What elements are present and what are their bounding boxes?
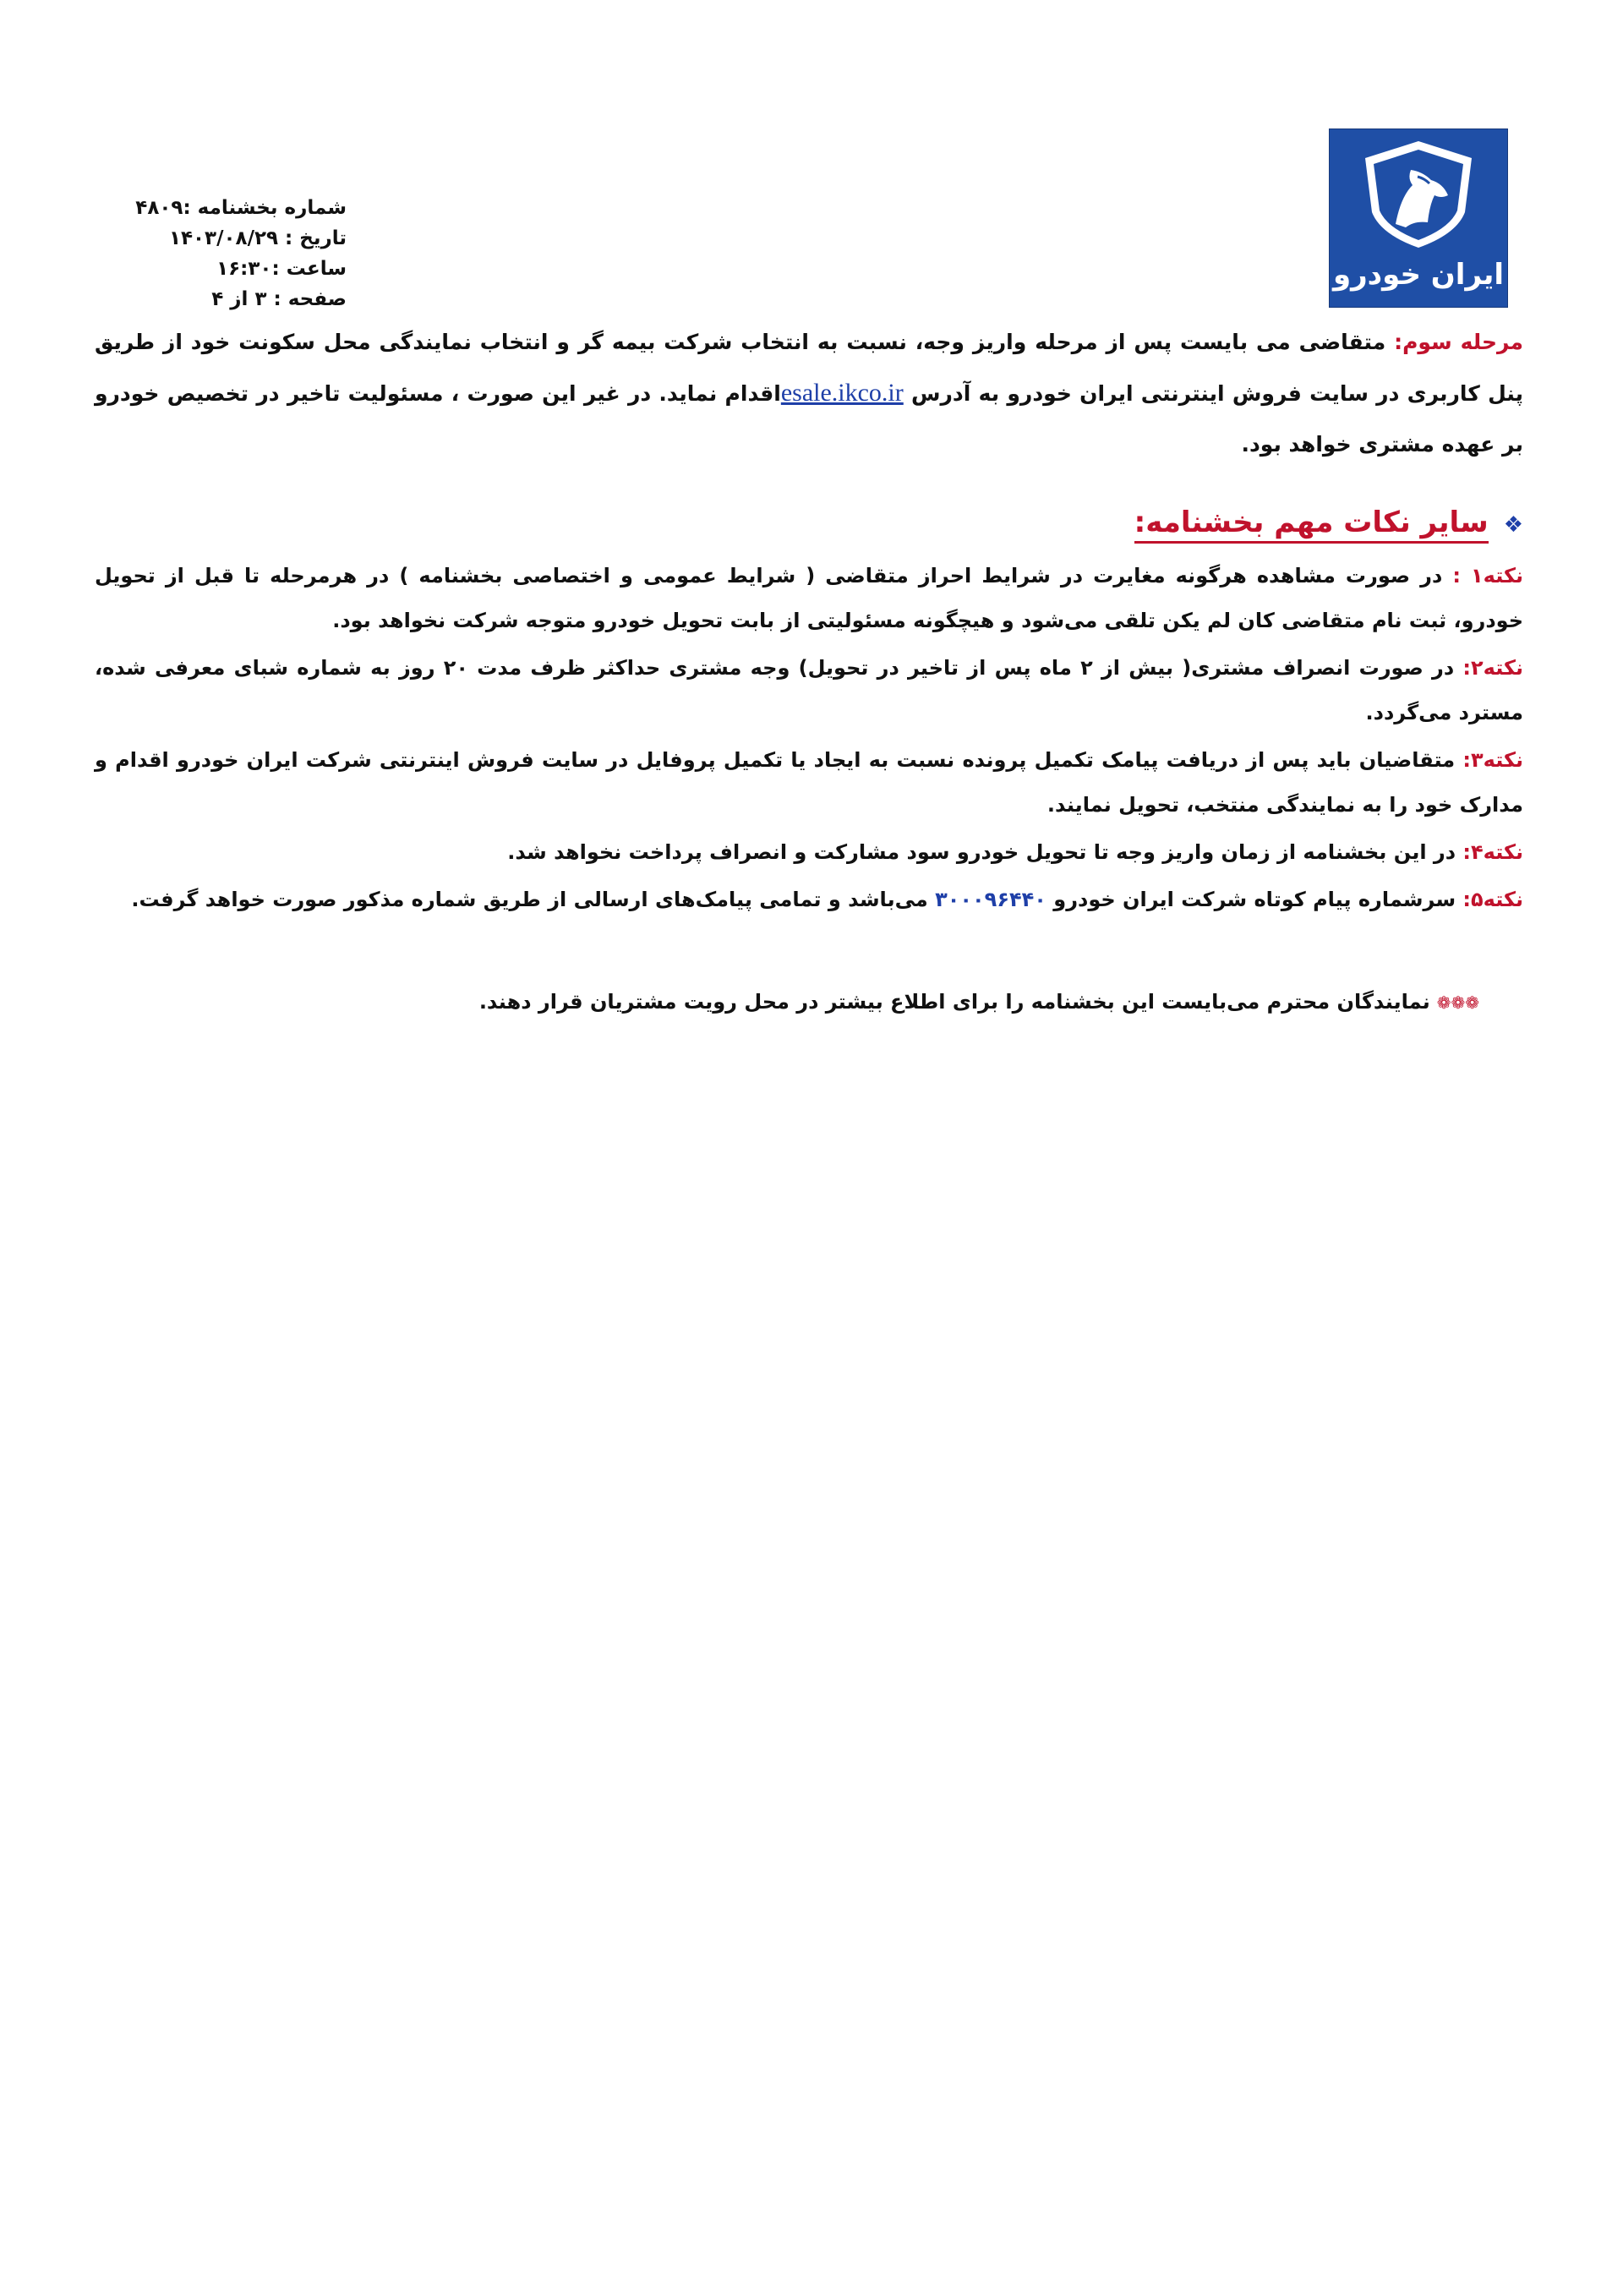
notes-list <box>95 554 1523 925</box>
note-label: نکته۵: <box>1462 888 1523 911</box>
circular-time: ساعت :۱۶:۳۰ <box>216 258 347 280</box>
note-label: نکته۴: <box>1462 840 1523 864</box>
company-logo <box>1329 128 1508 308</box>
note-text: متقاضیان باید پس از دریافت پیامک تکمیل پرونده نسبت به ایجاد یا تکمیل پروفایل در سایت فروش اینترنتی شرکت ایران خودرو اقدام و مدارک خود را به نمایندگی منتخب، تحویل نمایند. <box>95 748 1523 817</box>
page-number: صفحه : ۳ از ۴ <box>211 288 347 310</box>
circular-date: تاریخ : ۱۴۰۳/۰۸/۲۹ <box>168 227 347 249</box>
note-text: در صورت انصراف مشتری( بیش از ۲ ماه پس از تاخیر در تحویل) وجه مشتری حداکثر ظرف مدت ۲۰ روز به شماره شبای معرفی شده، مسترد می‌گردد. <box>95 656 1523 724</box>
stage-three-label: مرحله سوم: <box>1394 330 1523 354</box>
note-1 <box>95 554 1523 643</box>
circular-number: شماره بخشنامه :۴۸۰۹ <box>135 197 347 219</box>
logo-wordmark: ایران خودرو <box>1332 258 1505 292</box>
sms-short-code: ۳۰۰۰۹۶۴۴۰ <box>935 888 1046 911</box>
ikco-horse-shield-icon <box>1330 129 1507 256</box>
esale-link[interactable]: esale.ikco.ir <box>780 379 904 407</box>
closing-text: نمایندگان محترم می‌بایست این بخشنامه را برای اطلاع بیشتر در محل رویت مشتریان قرار دهند. <box>478 990 1430 1014</box>
stage-three-text-2: اقدام نماید. در غیر این صورت ، مسئولیت تاخیر در تخصیص خودرو بر عهده مشتری خواهد بود. <box>95 381 1523 456</box>
note-label: نکته۳: <box>1462 748 1523 772</box>
note-text: سرشماره پیام کوتاه شرکت ایران خودرو <box>1046 888 1463 911</box>
note-5 <box>95 877 1523 922</box>
circular-meta <box>135 193 347 314</box>
stage-three-text-1: متقاضی می بایست پس از مرحله واریز وجه، نسبت به انتخاب شرکت بیمه گر و انتخاب نمایندگی محل سکونت خود از طریق پنل کاربری در سایت فروش اینترنتی ایران خودرو به آدرس <box>95 330 1524 406</box>
section-title: سایر نکات مهم بخشنامه: <box>1134 506 1489 544</box>
stage-three-paragraph <box>95 317 1523 470</box>
note-3 <box>95 738 1523 828</box>
diamond-bullet-icon: ❖ <box>1503 512 1523 538</box>
section-heading <box>981 506 1523 539</box>
stars-icon: ❁❁❁ <box>1436 992 1479 1013</box>
note-label: نکته۲: <box>1462 656 1523 680</box>
note-label: نکته۱ : <box>1452 564 1523 588</box>
note-2 <box>95 646 1523 735</box>
note-text: در صورت مشاهده هرگونه مغایرت در شرایط احراز متقاضی ( شرایط عمومی و اختصاصی بخشنامه ) در هرمرحله تا قبل از تحویل خودرو، ثبت نام متقاضی کان لم یکن تلقی می‌شود و هیچگونه مسئولیتی از بابت تحویل خودرو متوجه شرکت نخواهد بود. <box>95 564 1523 632</box>
closing-remark <box>440 985 1479 1020</box>
note-text: می‌باشد و تمامی پیامک‌های ارسالی از طریق شماره مذکور صورت خواهد گرفت. <box>131 888 936 911</box>
note-text: در این بخشنامه از زمان واریز وجه تا تحویل خودرو سود مشارکت و انصراف پرداخت نخواهد شد. <box>507 840 1463 864</box>
note-4 <box>95 830 1523 875</box>
